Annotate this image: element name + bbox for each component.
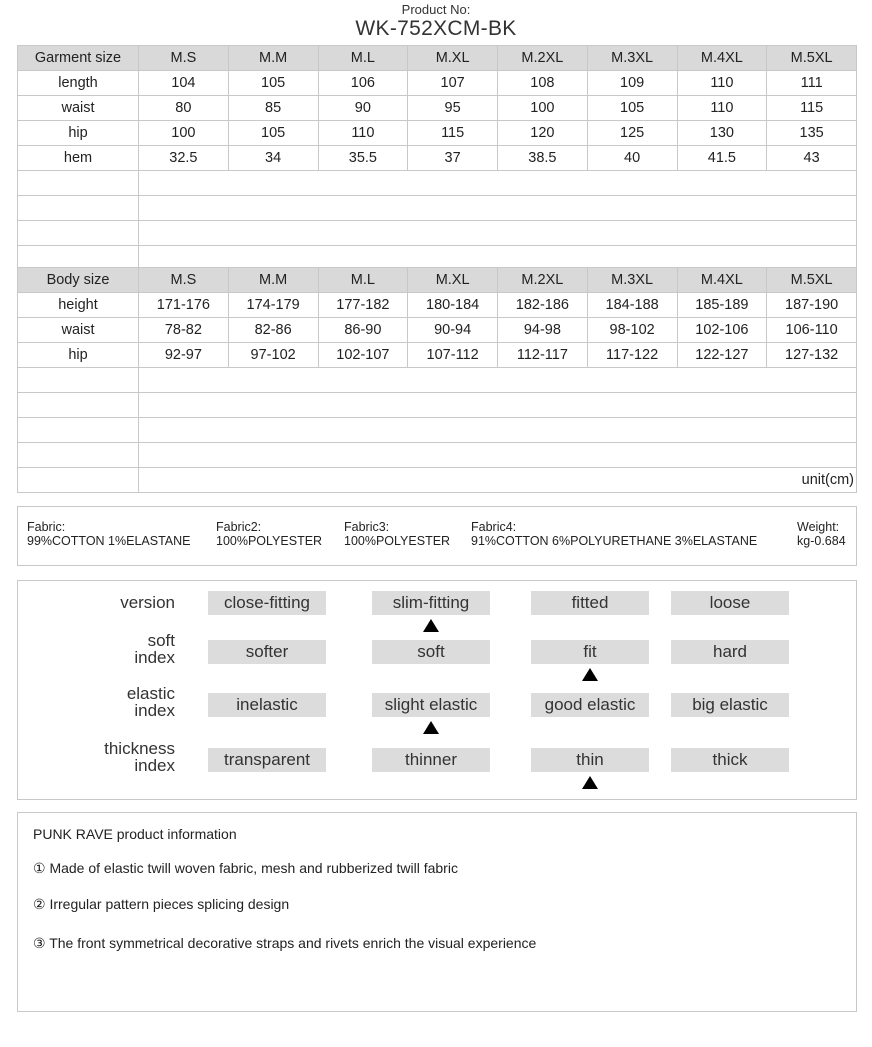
- size-header-cell: M.3XL: [587, 268, 677, 293]
- empty-row: [18, 171, 857, 196]
- measure-cell: 110: [318, 121, 408, 146]
- index-option: big elastic: [671, 693, 789, 717]
- fabric2-label: Fabric2:: [216, 520, 262, 534]
- body-size-table: [17, 267, 857, 493]
- info-line-1: ① Made of elastic twill woven fabric, mesh and rubberized twill fabric: [33, 860, 458, 876]
- measure-cell: 127-132: [767, 343, 857, 368]
- table-row: [18, 71, 857, 96]
- measure-cell: 104: [139, 71, 229, 96]
- index-option: slim-fitting: [372, 591, 490, 615]
- selected-marker-icon: [423, 721, 439, 734]
- measure-cell: 92-97: [139, 343, 229, 368]
- empty-row: [18, 418, 857, 443]
- fabric3-label: Fabric3:: [344, 520, 390, 534]
- index-option: inelastic: [208, 693, 326, 717]
- table-row: [18, 146, 857, 171]
- empty-label-cell: [18, 221, 139, 246]
- measure-cell: 41.5: [677, 146, 767, 171]
- product-no-label: Product No:: [401, 2, 471, 17]
- table-header-label: Body size: [18, 268, 139, 293]
- empty-cell: [139, 443, 857, 468]
- index-option: softer: [208, 640, 326, 664]
- fabric4-value: 91%COTTON 6%POLYURETHANE 3%ELASTANE: [471, 534, 758, 548]
- measure-cell: 117-122: [587, 343, 677, 368]
- size-header-cell: M.M: [228, 46, 318, 71]
- table-row: [18, 293, 857, 318]
- measure-cell: 102-107: [318, 343, 408, 368]
- weight-value: kg-0.684: [797, 534, 846, 548]
- measure-cell: 187-190: [767, 293, 857, 318]
- fabric4-label: Fabric4:: [471, 520, 517, 534]
- unit-label: unit(cm): [139, 468, 857, 493]
- table-row: [18, 343, 857, 368]
- measure-cell: 43: [767, 146, 857, 171]
- measure-label: height: [18, 293, 139, 318]
- measure-cell: 94-98: [498, 318, 588, 343]
- measure-cell: 80: [139, 96, 229, 121]
- measure-cell: 174-179: [228, 293, 318, 318]
- fabric3: [344, 520, 450, 548]
- empty-cell: [139, 418, 857, 443]
- measure-cell: 184-188: [587, 293, 677, 318]
- fabric-info-box: [17, 506, 857, 566]
- table-row: [18, 96, 857, 121]
- measure-cell: 37: [408, 146, 498, 171]
- measure-cell: 86-90: [318, 318, 408, 343]
- measure-label: hip: [18, 343, 139, 368]
- measure-cell: 90-94: [408, 318, 498, 343]
- measure-cell: 95: [408, 96, 498, 121]
- measure-cell: 182-186: [498, 293, 588, 318]
- empty-label-cell: [18, 171, 139, 196]
- measure-cell: 177-182: [318, 293, 408, 318]
- fabric1-value: 99%COTTON 1%ELASTANE: [27, 534, 191, 548]
- fabric2: [216, 520, 322, 548]
- measure-cell: 111: [767, 71, 857, 96]
- fabric1-label: Fabric:: [27, 520, 66, 534]
- measure-cell: 180-184: [408, 293, 498, 318]
- measure-cell: 112-117: [498, 343, 588, 368]
- measure-cell: 125: [587, 121, 677, 146]
- index-option: fitted: [531, 591, 649, 615]
- measure-cell: 122-127: [677, 343, 767, 368]
- info-title: PUNK RAVE product information: [33, 826, 237, 842]
- selected-marker-icon: [582, 776, 598, 789]
- empty-row: [18, 221, 857, 246]
- selected-marker-icon: [423, 619, 439, 632]
- measure-cell: 120: [498, 121, 588, 146]
- product-info-box: [17, 812, 857, 1012]
- index-label-line2: index: [134, 701, 175, 720]
- index-label-line1: soft: [147, 631, 175, 650]
- index-label-line2: index: [134, 648, 175, 667]
- index-label: [18, 740, 175, 774]
- measure-cell: 78-82: [139, 318, 229, 343]
- measure-cell: 38.5: [498, 146, 588, 171]
- measure-cell: 90: [318, 96, 408, 121]
- empty-label-cell: [18, 368, 139, 393]
- measure-cell: 97-102: [228, 343, 318, 368]
- measure-cell: 35.5: [318, 146, 408, 171]
- size-header-cell: M.4XL: [677, 46, 767, 71]
- fabric2-value: 100%POLYESTER: [216, 534, 323, 548]
- size-header-cell: M.5XL: [767, 268, 857, 293]
- measure-label: waist: [18, 318, 139, 343]
- measure-cell: 110: [677, 71, 767, 96]
- index-option: thinner: [372, 748, 490, 772]
- measure-cell: 105: [228, 71, 318, 96]
- measure-cell: 110: [677, 96, 767, 121]
- index-option: loose: [671, 591, 789, 615]
- info-line-2: ② Irregular pattern pieces splicing design: [33, 896, 290, 912]
- measure-cell: 130: [677, 121, 767, 146]
- garment-size-table: [17, 45, 857, 271]
- empty-row: [18, 443, 857, 468]
- size-header-cell: M.XL: [408, 46, 498, 71]
- fabric1: [27, 520, 190, 548]
- size-header-cell: M.S: [139, 46, 229, 71]
- table-header-row: [18, 46, 857, 71]
- index-label: [18, 632, 175, 666]
- size-header-cell: M.4XL: [677, 268, 767, 293]
- measure-cell: 107-112: [408, 343, 498, 368]
- measure-cell: 102-106: [677, 318, 767, 343]
- weight: [797, 520, 846, 548]
- measure-label: waist: [18, 96, 139, 121]
- empty-cell: [139, 221, 857, 246]
- index-option: slight elastic: [372, 693, 490, 717]
- empty-label-cell: [18, 468, 139, 493]
- measure-cell: 105: [587, 96, 677, 121]
- empty-label-cell: [18, 393, 139, 418]
- measure-cell: 100: [498, 96, 588, 121]
- unit-row: [18, 468, 857, 493]
- empty-label-cell: [18, 196, 139, 221]
- measure-cell: 105: [228, 121, 318, 146]
- index-option: close-fitting: [208, 591, 326, 615]
- measure-label: hem: [18, 146, 139, 171]
- empty-cell: [139, 196, 857, 221]
- empty-cell: [139, 171, 857, 196]
- size-header-cell: M.3XL: [587, 46, 677, 71]
- index-option: hard: [671, 640, 789, 664]
- measure-cell: 171-176: [139, 293, 229, 318]
- size-header-cell: M.2XL: [498, 46, 588, 71]
- index-label-line1: elastic: [126, 684, 175, 703]
- index-label-line1: thickness: [104, 739, 175, 758]
- size-header-cell: M.L: [318, 268, 408, 293]
- measure-cell: 100: [139, 121, 229, 146]
- measure-cell: 115: [767, 96, 857, 121]
- fabric4: [471, 520, 757, 548]
- measure-cell: 32.5: [139, 146, 229, 171]
- weight-label: Weight:: [797, 520, 840, 534]
- selected-marker-icon: [582, 668, 598, 681]
- empty-cell: [139, 368, 857, 393]
- empty-row: [18, 368, 857, 393]
- index-label-line1: version: [120, 593, 175, 612]
- table-row: [18, 318, 857, 343]
- measure-cell: 106: [318, 71, 408, 96]
- table-header-label: Garment size: [18, 46, 139, 71]
- measure-cell: 185-189: [677, 293, 767, 318]
- table-row: [18, 121, 857, 146]
- size-header-cell: M.2XL: [498, 268, 588, 293]
- product-number: WK-752XCM-BK: [355, 17, 517, 40]
- measure-cell: 107: [408, 71, 498, 96]
- index-option: thin: [531, 748, 649, 772]
- measure-cell: 82-86: [228, 318, 318, 343]
- index-option: thick: [671, 748, 789, 772]
- measure-cell: 85: [228, 96, 318, 121]
- size-header-cell: M.M: [228, 268, 318, 293]
- index-option: good elastic: [531, 693, 649, 717]
- product-header: [0, 3, 872, 41]
- measure-cell: 98-102: [587, 318, 677, 343]
- measure-cell: 34: [228, 146, 318, 171]
- measure-cell: 109: [587, 71, 677, 96]
- index-label: [18, 594, 175, 611]
- empty-label-cell: [18, 443, 139, 468]
- index-option: soft: [372, 640, 490, 664]
- info-line-3: ③ The front symmetrical decorative straps and rivets enrich the visual experience: [33, 935, 537, 951]
- empty-cell: [139, 393, 857, 418]
- index-option: transparent: [208, 748, 326, 772]
- measure-cell: 108: [498, 71, 588, 96]
- size-header-cell: M.S: [139, 268, 229, 293]
- measure-cell: 135: [767, 121, 857, 146]
- measure-cell: 40: [587, 146, 677, 171]
- empty-row: [18, 393, 857, 418]
- measure-cell: 106-110: [767, 318, 857, 343]
- empty-row: [18, 196, 857, 221]
- fabric3-value: 100%POLYESTER: [344, 534, 451, 548]
- index-box: [17, 580, 857, 800]
- index-label: [18, 685, 175, 719]
- empty-label-cell: [18, 418, 139, 443]
- size-header-cell: M.XL: [408, 268, 498, 293]
- measure-label: length: [18, 71, 139, 96]
- size-header-cell: M.L: [318, 46, 408, 71]
- measure-label: hip: [18, 121, 139, 146]
- table-header-row: [18, 268, 857, 293]
- index-label-line2: index: [134, 756, 175, 775]
- size-header-cell: M.5XL: [767, 46, 857, 71]
- measure-cell: 115: [408, 121, 498, 146]
- index-option: fit: [531, 640, 649, 664]
